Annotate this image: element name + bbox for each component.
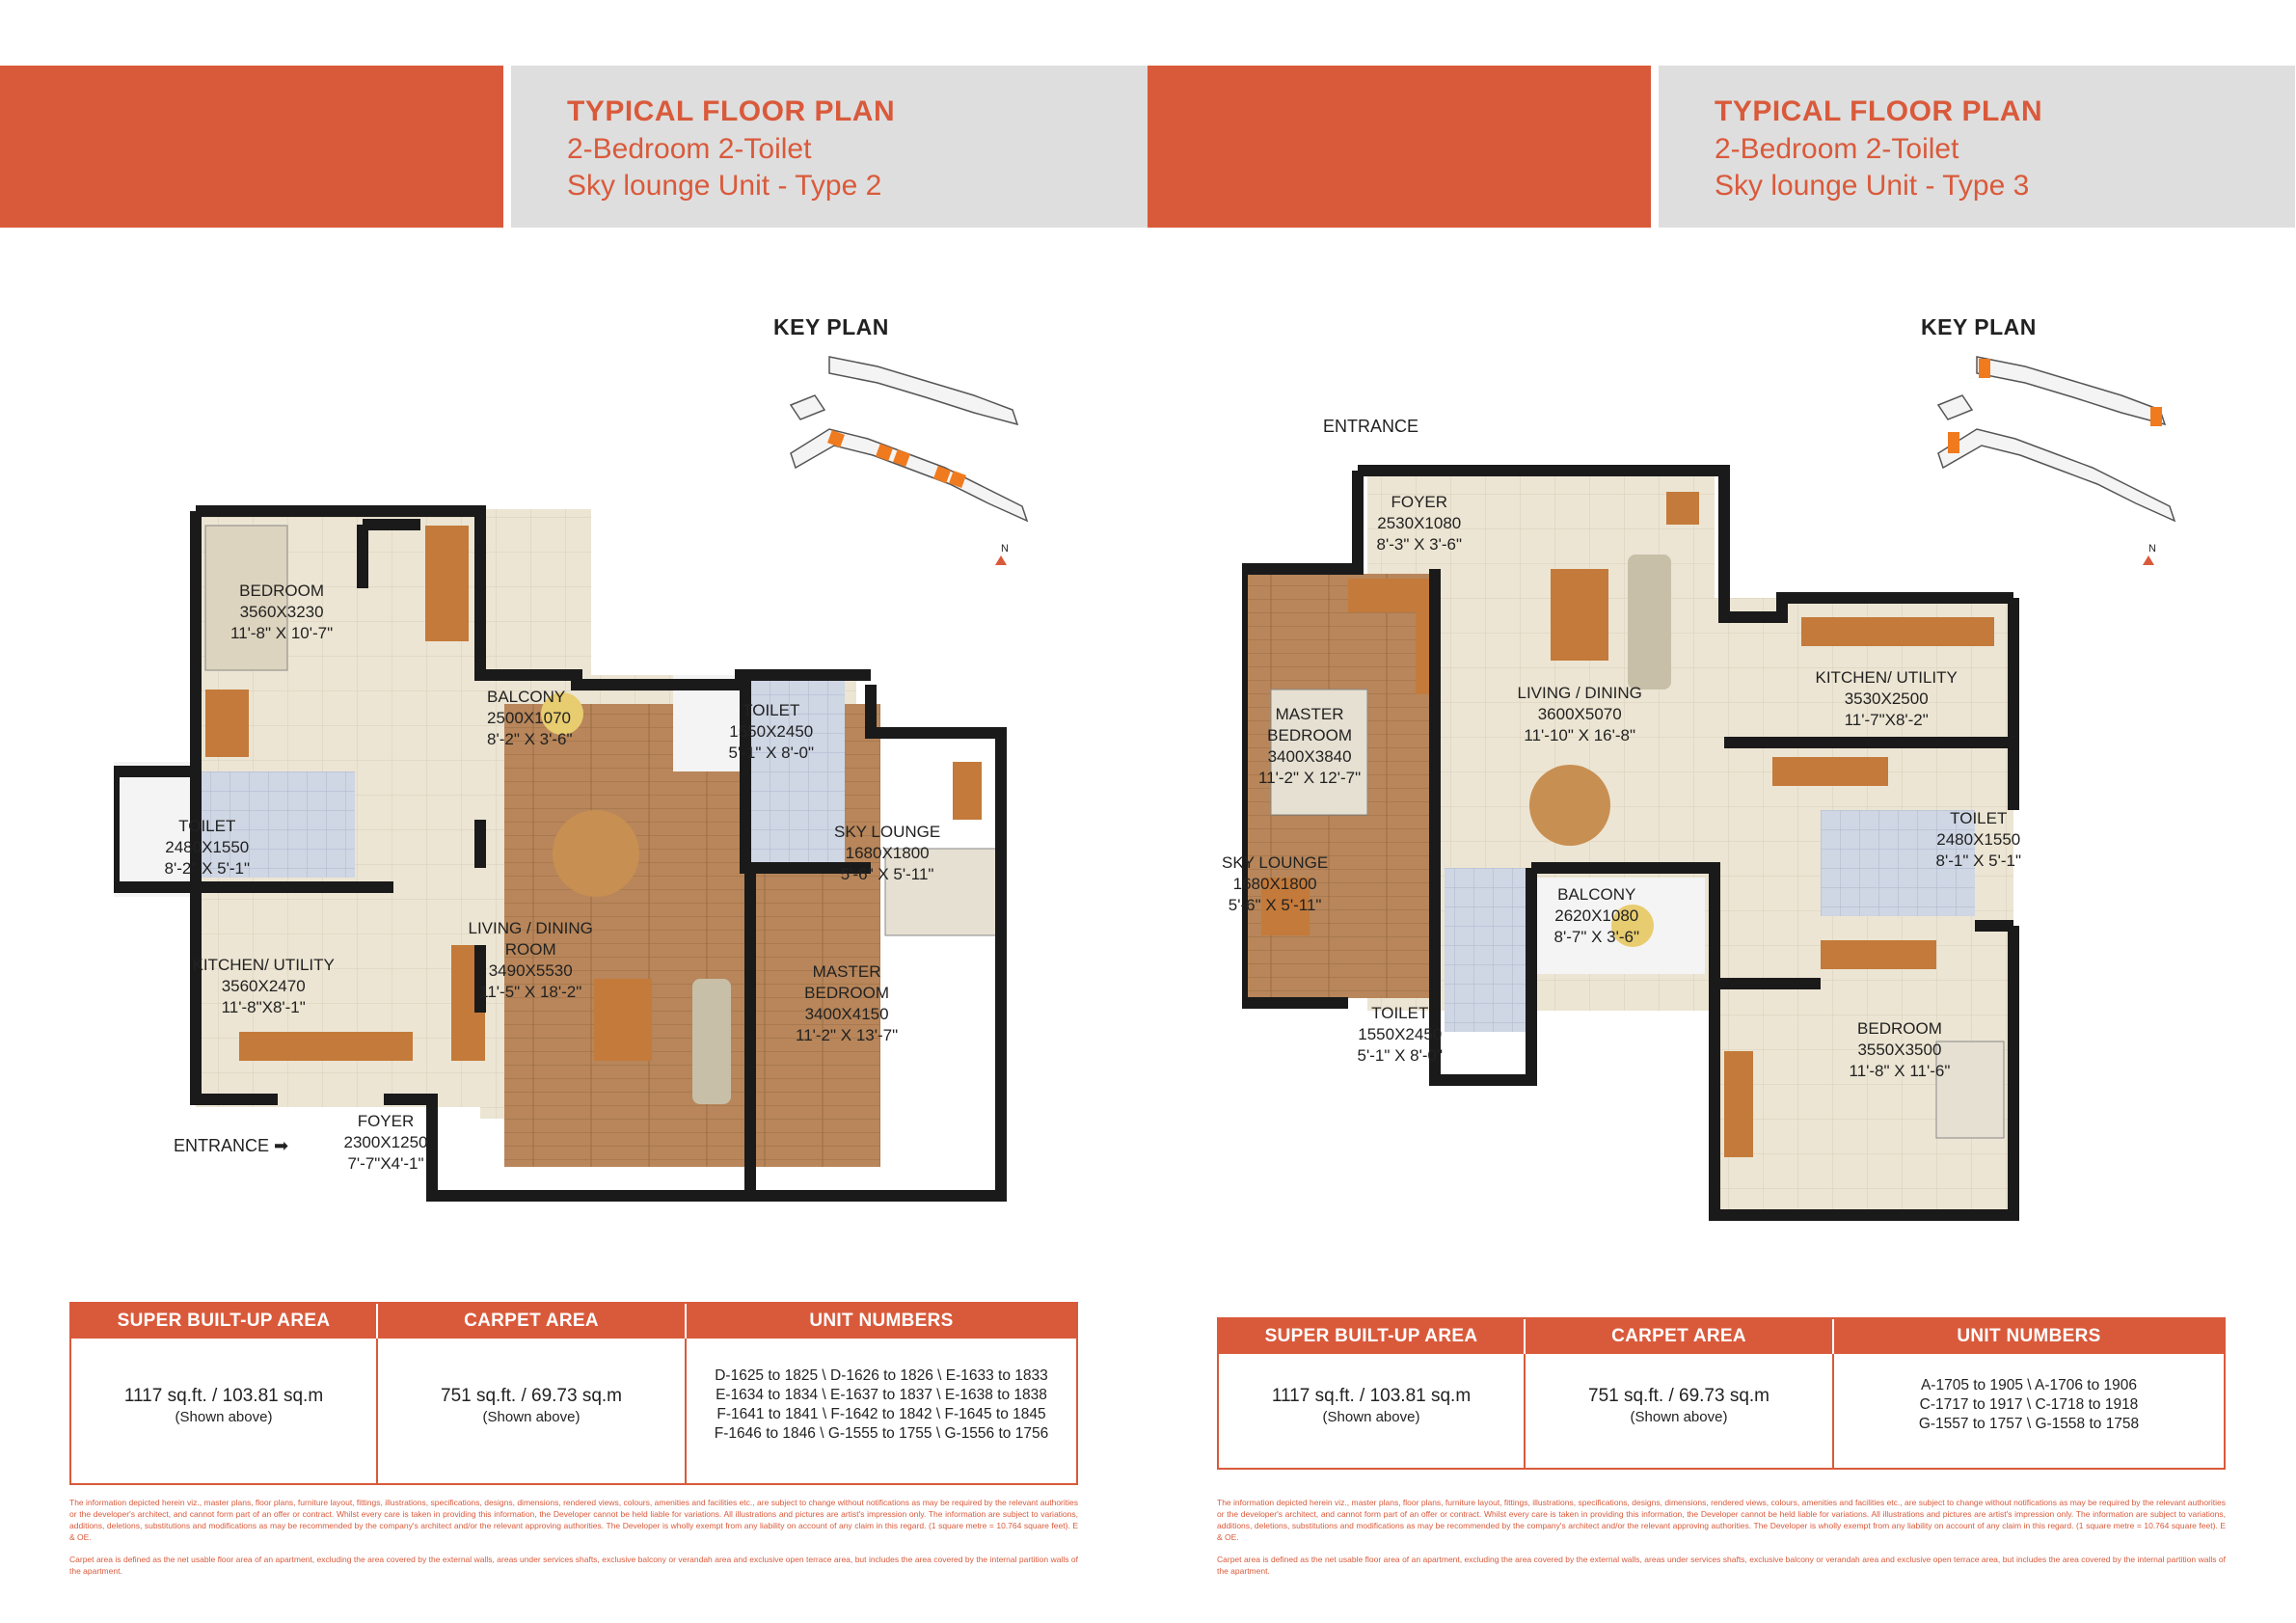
- room-living-dining: LIVING / DINING ROOM 3490X5530 11'-5" X 18'-2": [468, 919, 593, 1001]
- carpet-area-definition: Carpet area is defined as the net usable floor area of an apartment, excluding the area covered by the external walls, areas under services shafts, exclusive balcony or verandah area and exclusive open terrace area, but includes the area covered by the internal partition walls of the apartment.: [69, 1555, 1078, 1576]
- super-area-note: (Shown above): [1322, 1409, 1420, 1425]
- room-kitchen: KITCHEN/ UTILITY 3560X2470 11'-8"X8'-1": [192, 956, 335, 1016]
- svg-text:N: N: [2148, 543, 2156, 555]
- cell-unit-numbers: [1834, 1354, 2224, 1468]
- table-header: [71, 1304, 1076, 1339]
- room-toilet-bottom: TOILET 1550X2450 5'-1" X 8'-0": [1357, 1004, 1443, 1065]
- room-master-bedroom: MASTER BEDROOM 3400X4150 11'-2" X 13'-7": [796, 962, 899, 1044]
- super-area-value: 1117 sq.ft. / 103.81 sq.m: [1271, 1386, 1472, 1406]
- room-balcony: BALCONY 2500X1070 8'-2" X 3'-6": [487, 688, 573, 748]
- table-header: [1219, 1319, 2224, 1354]
- header-unit-numbers: UNIT NUMBERS: [1957, 1326, 2101, 1346]
- disclaimer-text: The information depicted herein viz., master plans, floor plans, furniture layout, fittings, illustrations, specifications, designs, dimensions, rendered views, colours, amenities and facilities etc., are subject to change without notifications as may be required by the relevant authorities or the developer's architect, and cannot form part of an offer or contract. Whilst every care is taken in providing this information, the Developer cannot be held liable for variations. All illustrations and pictures are artist's impression only. The information are subject to variations, additions, deletions, substitutions and modifications as may be recommended by the company's architect and/or the relevant approving authorities. The Developer is wholly exempt from any liability on account of any claim in this regard. (1 square metre = 10.764 square feet). E & OE.: [69, 1498, 1078, 1542]
- header-super-built-up: SUPER BUILT-UP AREA: [1219, 1319, 1526, 1354]
- cell-carpet-area: [1526, 1354, 1834, 1468]
- header-carpet-area: CARPET AREA: [1526, 1319, 1834, 1354]
- svg-text:N: N: [1001, 543, 1009, 555]
- unit-numbers-line: E-1634 to 1834 \ E-1637 to 1837 \ E-1638 to 1838: [716, 1387, 1047, 1403]
- super-area-value: 1117 sq.ft. / 103.81 sq.m: [123, 1386, 324, 1406]
- entrance-arrow-icon: ➡: [274, 1136, 289, 1155]
- room-living-dining: LIVING / DINING 3600X5070 11'-10" X 16'-8": [1517, 684, 1642, 744]
- room-toilet-top: TOILET 1550X2450 5'-1" X 8'-0": [728, 701, 814, 762]
- header-accent-bar: [1148, 66, 1651, 228]
- room-bedroom: BEDROOM 3560X3230 11'-8" X 10'-7": [230, 582, 334, 642]
- cell-carpet-area: [378, 1339, 687, 1483]
- key-plan-label: KEY PLAN: [773, 314, 889, 339]
- unit-numbers-line: C-1717 to 1917 \ C-1718 to 1918: [1919, 1396, 2139, 1413]
- header-panel: [511, 66, 1148, 228]
- cell-super-area: [1219, 1354, 1526, 1468]
- page-title: TYPICAL FLOOR PLAN: [1715, 95, 2043, 127]
- unit-numbers-line: F-1641 to 1841 \ F-1642 to 1842 \ F-1645 to 1845: [716, 1406, 1046, 1422]
- room-toilet-left: TOILET 2480X1550 8'-2" X 5'-1": [164, 817, 250, 878]
- entrance-label: ENTRANCE: [1323, 417, 1419, 436]
- entrance-label: ENTRANCE ➡: [174, 1136, 289, 1155]
- room-master-bedroom: MASTER BEDROOM 3400X3840 11'-2" X 12'-7": [1258, 705, 1362, 787]
- header-unit-numbers: UNIT NUMBERS: [809, 1311, 954, 1331]
- cell-super-area: [71, 1339, 378, 1483]
- unit-numbers-line: G-1557 to 1757 \ G-1558 to 1758: [1918, 1416, 2140, 1432]
- room-toilet-right: TOILET 2480X1550 8'-1" X 5'-1": [1935, 809, 2021, 870]
- room-sky-lounge: SKY LOUNGE 1680X1800 5'-6" X 5'-11": [834, 823, 941, 883]
- room-foyer: FOYER 2530X1080 8'-3" X 3'-6": [1376, 493, 1462, 554]
- header-panel: [1659, 66, 2295, 228]
- header-super-built-up: SUPER BUILT-UP AREA: [71, 1304, 378, 1339]
- carpet-area-value: 751 sq.ft. / 69.73 sq.m: [1588, 1386, 1769, 1406]
- carpet-area-value: 751 sq.ft. / 69.73 sq.m: [441, 1386, 622, 1406]
- room-bedroom: BEDROOM 3550X3500 11'-8" X 11'-6": [1849, 1019, 1951, 1080]
- header-accent-bar: [0, 66, 503, 228]
- page-title: TYPICAL FLOOR PLAN: [567, 95, 896, 127]
- unit-type: Sky lounge Unit - Type 3: [1715, 170, 2030, 202]
- area-table: [69, 1302, 1078, 1485]
- header-carpet-area: CARPET AREA: [378, 1304, 687, 1339]
- unit-numbers-line: D-1625 to 1825 \ D-1626 to 1826 \ E-1633 to 1833: [715, 1367, 1048, 1384]
- page-type-3: [1148, 0, 2295, 1623]
- room-balcony: BALCONY 2620X1080 8'-7" X 3'-6": [1553, 885, 1639, 946]
- carpet-area-note: (Shown above): [1630, 1409, 1728, 1425]
- room-kitchen: KITCHEN/ UTILITY 3530X2500 11'-7"X8'-2": [1815, 668, 1958, 729]
- cell-unit-numbers: [687, 1339, 1076, 1483]
- table-row: [1219, 1354, 2224, 1468]
- room-sky-lounge: SKY LOUNGE 1680X1800 5'-6" X 5'-11": [1222, 853, 1329, 914]
- key-plan-label: KEY PLAN: [1921, 314, 2037, 339]
- room-foyer: FOYER 2300X1250 7'-7"X4'-1": [343, 1112, 428, 1173]
- carpet-area-note: (Shown above): [482, 1409, 581, 1425]
- unit-type: Sky lounge Unit - Type 2: [567, 170, 882, 202]
- carpet-area-definition: Carpet area is defined as the net usable floor area of an apartment, excluding the area covered by the external walls, areas under services shafts, exclusive balcony or verandah area and exclusive open terrace area, but includes the area covered by the internal partition walls of the apartment.: [1217, 1555, 2226, 1576]
- unit-numbers-line: F-1646 to 1846 \ G-1555 to 1755 \ G-1556 to 1756: [714, 1425, 1049, 1442]
- unit-config: 2-Bedroom 2-Toilet: [567, 133, 812, 165]
- super-area-note: (Shown above): [175, 1409, 273, 1425]
- unit-config: 2-Bedroom 2-Toilet: [1715, 133, 1959, 165]
- area-table: [1217, 1317, 2226, 1470]
- unit-numbers-line: A-1705 to 1905 \ A-1706 to 1906: [1920, 1377, 2138, 1393]
- disclaimer-text: The information depicted herein viz., master plans, floor plans, furniture layout, fittings, illustrations, specifications, designs, dimensions, rendered views, colours, amenities and facilities etc., are subject to change without notifications as may be required by the relevant authorities or the developer's architect, and cannot form part of an offer or contract. Whilst every care is taken in providing this information, the Developer cannot be held liable for variations. All illustrations and pictures are artist's impression only. The information are subject to variations, additions, deletions, substitutions and modifications as may be recommended by the company's architect and/or the relevant approving authorities. The Developer is wholly exempt from any liability on account of any claim in this regard. (1 square metre = 10.764 square feet). E & OE.: [1217, 1498, 2226, 1542]
- table-row: [71, 1339, 1076, 1483]
